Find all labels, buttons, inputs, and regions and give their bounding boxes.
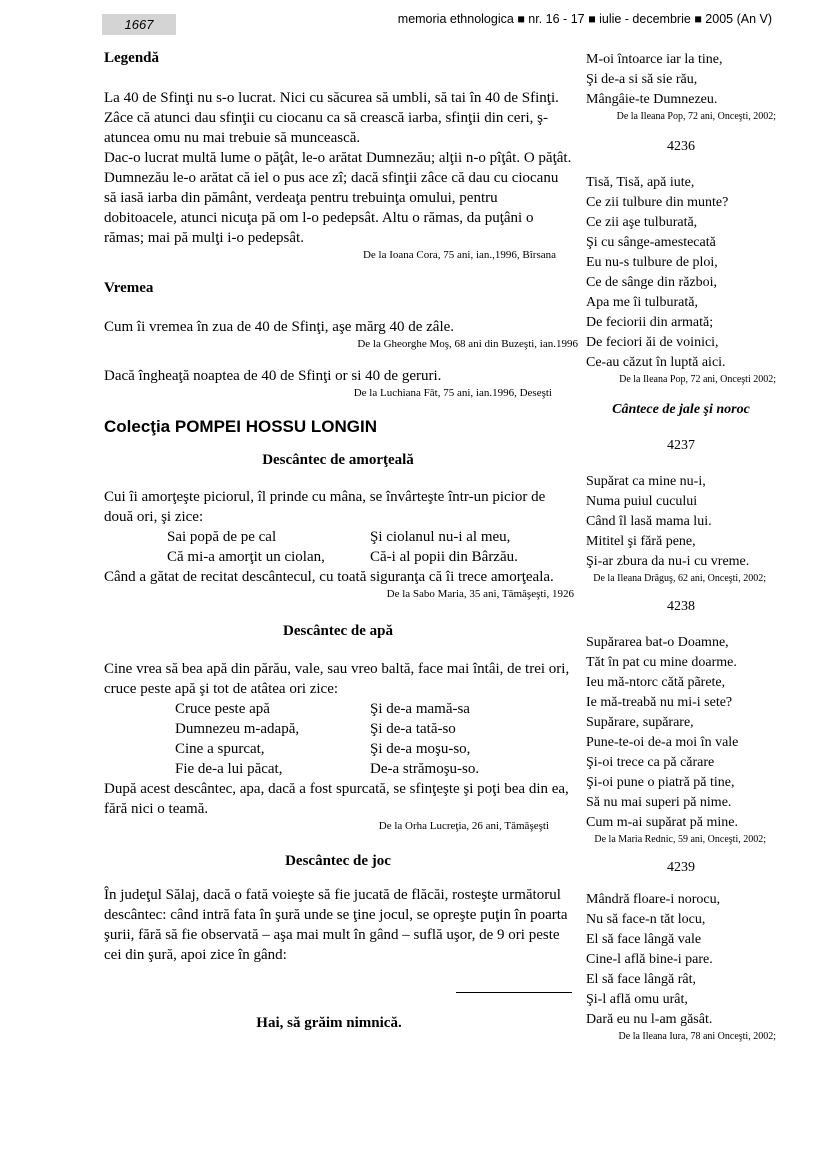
journal-header: memoria ethnologica ■ nr. 16 - 17 ■ iulie - decembrie ■ 2005 (An V) bbox=[397, 12, 772, 26]
apa-verse bbox=[104, 699, 572, 779]
right-column bbox=[586, 50, 776, 1043]
poem-line: Şi-l află omu urât, bbox=[586, 992, 688, 1007]
poem-line: Şi cu sânge-amestecată bbox=[586, 235, 716, 250]
poem-source: De la Ileana Drăguş, 62 ani, Onceşti, 2002; bbox=[593, 573, 766, 584]
verse-line: Şi de-a moşu-so, bbox=[370, 741, 471, 757]
joc-verse-title: Hai, să grăim nimnică. bbox=[256, 1015, 402, 1031]
poem-line: Apa me îi tulburată, bbox=[586, 295, 698, 310]
section-title: Cântece de jale şi noroc bbox=[612, 402, 750, 417]
poem-source: De la Ileana Iura, 78 ani Onceşti, 2002; bbox=[618, 1031, 776, 1042]
vremea-paragraph-1: Cum îi vremea în zua de 40 de Sfinţi, aşe mărg 40 de zâle. bbox=[104, 319, 455, 335]
poem-number-4237: 4237 bbox=[667, 438, 695, 453]
poem-4239 bbox=[586, 890, 776, 1030]
poem-number-4236: 4236 bbox=[667, 139, 695, 154]
poem-line: M-oi întoarce iar la tine, bbox=[586, 52, 723, 67]
vremea-source-2: De la Luchiana Făt, 75 ani, ian.1996, Deseşti bbox=[353, 387, 552, 399]
poem-line: Dară eu nu l-am găsât. bbox=[586, 1012, 713, 1027]
poem-line: Ieu mă-ntorc cătă pãrete, bbox=[586, 675, 726, 690]
poem-line: Tăt în pat cu mine doarme. bbox=[586, 655, 737, 670]
amorteala-paragraph-1: Cui îi amorţeşte piciorul, îl prinde cu mâna, se învârteşte într-un picior de două ori, şi zice: bbox=[104, 489, 546, 525]
verse-line: Cine a spurcat, bbox=[175, 741, 265, 757]
poem-source: De la Ileana Pop, 72 ani, Onceşti 2002; bbox=[619, 374, 776, 385]
poem-line: Ie mă-treabă nu mi-i sete? bbox=[586, 695, 733, 710]
poem-4237 bbox=[586, 472, 776, 572]
poem-line: Eu nu-s tulbure de ploi, bbox=[586, 255, 718, 270]
poem-line: Ce-au căzut în luptă aici. bbox=[586, 355, 726, 370]
poem-line: Supărarea bat-o Doamne, bbox=[586, 635, 729, 650]
poem-line: Şi-ar zbura da nu-i cu vreme. bbox=[586, 554, 750, 569]
poem-line: Supărat ca mine nu-i, bbox=[586, 474, 706, 489]
verse-line: De-a strămoşu-so. bbox=[370, 761, 480, 777]
apa-paragraph-2: După acest descântec, apa, dacă a fost spurcată, se sfinţeşte şi poţi bea din ea, fără nici o teamă. bbox=[104, 781, 569, 817]
amorteala-source: De la Sabo Maria, 35 ani, Tămăşeşti, 1926 bbox=[386, 588, 574, 600]
vremea-source-1: De la Gheorghe Moş, 68 ani din Buzeşti, ian.1996 bbox=[357, 338, 578, 350]
joc-paragraph-1: În judeţul Sălaj, dacă o fată voieşte să fie jucată de flăcăi, rosteşte următorul descântec: când intră fata în şură unde se ţine jocul, se opreşte puţin în poarta şurii, fără să fie observată – aşa mai mult în gând – suflă uşor, de 9 ori peste cei din şură, apoi zice în gând: bbox=[104, 887, 568, 963]
poem-source: De la Maria Rednic, 59 ani, Onceşti, 2002; bbox=[594, 834, 766, 845]
poem-source: De la Ileana Pop, 72 ani, Onceşti, 2002; bbox=[616, 111, 776, 122]
divider-rule bbox=[456, 992, 572, 993]
collection-title: Colecţia POMPEI HOSSU LONGIN bbox=[104, 417, 377, 436]
poem-line: Mângâie-te Dumnezeu. bbox=[586, 92, 718, 107]
vremea-title: Vremea bbox=[104, 280, 154, 296]
poem-line: Ce zii tulbure din munte? bbox=[586, 195, 729, 210]
verse-line: Că-i al popii din Bârzău. bbox=[370, 549, 518, 565]
poem-line: Mititel şi fără pene, bbox=[586, 534, 696, 549]
poem-line: De feciori ăi de voinici, bbox=[586, 335, 719, 350]
verse-line: Şi de-a mamă-sa bbox=[370, 701, 470, 717]
legend-source: De la Ioana Cora, 75 ani, ian.,1996, Bîrsana bbox=[362, 249, 556, 261]
poem-line: Tisă, Tisă, apă iute, bbox=[586, 175, 695, 190]
poem-line: Şi de-a si să sie rău, bbox=[586, 72, 698, 87]
poem-line: Ce zii aşe tulburată, bbox=[586, 215, 698, 230]
poem-number-4239: 4239 bbox=[667, 860, 695, 875]
page-number: 1667 bbox=[102, 14, 176, 35]
poem-line: El să face lângă vale bbox=[586, 932, 702, 947]
left-column bbox=[104, 48, 578, 1033]
apa-paragraph-1: Cine vrea să bea apă din părău, vale, sau vreo baltă, face mai întâi, de trei ori, cruce peste apă şi tot de atâtea ori zice: bbox=[104, 661, 570, 697]
poem-line: Şi-oi trece ca pă cărare bbox=[586, 755, 715, 770]
poem-line: El să face lângă rât, bbox=[586, 972, 696, 987]
poem-line: Când îl lasă mama lui. bbox=[586, 514, 712, 529]
top-poem bbox=[586, 50, 776, 110]
poem-line: Şi-oi pune o piatră pă tine, bbox=[586, 775, 735, 790]
verse-line: Că mi-a amorţit un ciolan, bbox=[167, 549, 325, 565]
poem-line: Supărare, supărare, bbox=[586, 715, 694, 730]
joc-title: Descântec de joc bbox=[285, 853, 391, 869]
poem-line: Să nu mai superi pă nime. bbox=[586, 795, 732, 810]
poem-line: Nu să face-n tăt locu, bbox=[586, 912, 706, 927]
poem-line: Mândră floare-i norocu, bbox=[586, 892, 721, 907]
verse-line: Şi ciolanul nu-i al meu, bbox=[370, 529, 511, 545]
apa-title: Descântec de apă bbox=[283, 623, 393, 639]
verse-line: Cruce peste apă bbox=[175, 701, 270, 717]
legend-title: Legendă bbox=[104, 50, 160, 66]
verse-line: Şi de-a tată-so bbox=[370, 721, 456, 737]
poem-line: De feciorii din armată; bbox=[586, 315, 714, 330]
legend-paragraph-1: La 40 de Sfinţi nu s-o lucrat. Nici cu săcurea să umbli, să tai în 40 de Sfinţi. Zâce că atunci dau sfinţii cu ciocanu ca să crească iarba, sfinţii din ceri, ş-atuncea omu nu mai trebuie să muncească. bbox=[104, 90, 559, 146]
poem-line: Pune-te-oi de-a moi în vale bbox=[586, 735, 739, 750]
amorteala-title: Descântec de amorţeală bbox=[262, 452, 414, 468]
amorteala-paragraph-2: Când a gătat de recitat descântecul, cu toată siguranţa că îi trece amorţeala. bbox=[104, 569, 554, 585]
verse-line: Dumnezeu m-adapă, bbox=[175, 721, 300, 737]
poem-line: Ce de sânge din război, bbox=[586, 275, 718, 290]
poem-line: Cum m-ai supărat pă mine. bbox=[586, 815, 739, 830]
amorteala-verse bbox=[104, 527, 572, 567]
poem-4238 bbox=[586, 633, 776, 833]
poem-number-4238: 4238 bbox=[667, 599, 695, 614]
poem-line: Cine-l află bine-i pare. bbox=[586, 952, 713, 967]
apa-source: De la Orha Lucreţia, 26 ani, Tămăşeşti bbox=[378, 820, 549, 832]
verse-line: Sai popă de pe cal bbox=[167, 529, 277, 545]
poem-line: Numa puiul cucului bbox=[586, 494, 698, 509]
legend-paragraph-2: Dac-o lucrat multă lume o păţât, le-o arătat Dumnezău; alţii n-o pîţât. O păţât. Dumnezău le-o arătat că iel o pus ace zî; dacă sfinţii zâce că dau cu ciocanu să iasă iarba din pământ, verdeaţa pentru trebuinţa omului, pentru dobitoacele, atunci nicuţa pă om l-o pedepsât. Altu o rămas, da puţâni o rămas; mai pă mulţi i-o pedepsât. bbox=[104, 150, 572, 246]
verse-line: Fie de-a lui păcat, bbox=[175, 761, 283, 777]
vremea-paragraph-2: Dacă îngheaţă noaptea de 40 de Sfinţi or si 40 de geruri. bbox=[104, 368, 442, 384]
poem-4236 bbox=[586, 173, 776, 373]
